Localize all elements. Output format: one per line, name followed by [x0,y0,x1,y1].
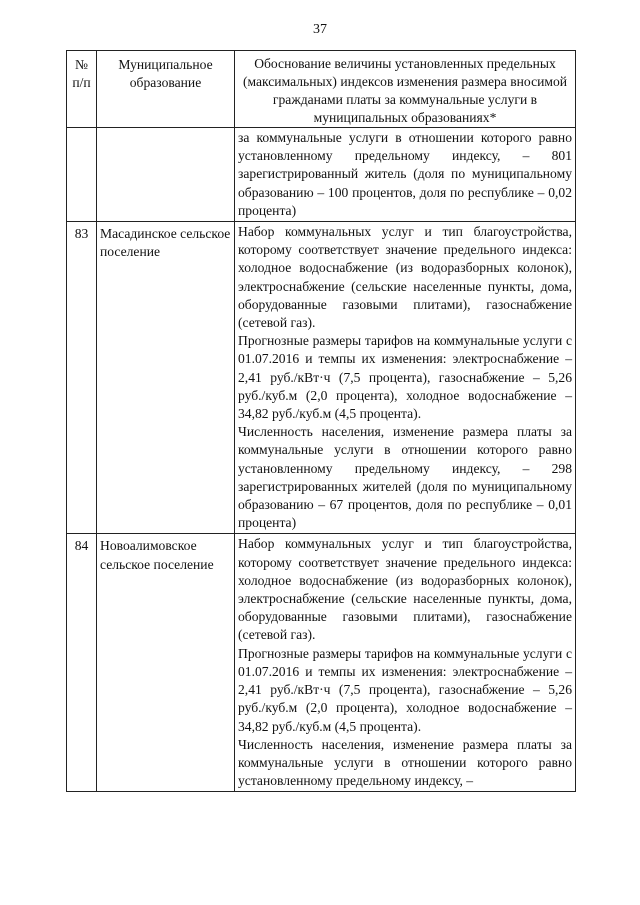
table-row [67,222,576,534]
population-paragraph: Численность населения, изменение размера платы за коммунальные услуги в отношении которого равно установленному предельному индексу, – 298 зарегистрированных жителей (доля по муниципальному образованию – 67 процентов, доля по республике – 0,01 процента) [238,424,572,531]
tariffs-paragraph: Прогнозные размеры тарифов на коммунальные услуги с 01.07.2016 и темпы их изменения: электроснабжение – 2,41 руб./кВт·ч (7,5 процента), газоснабжение – 5,26 руб./куб.м (2,0 процента), холодное водоснабжение – 34,82 руб./куб.м (4,5 процента). [238,333,572,422]
tariff-index-table [66,50,576,792]
continuation-mun-cell [97,128,235,222]
header-number: № п/п [67,51,97,128]
row-number: 84 [67,534,97,792]
header-municipality: Муниципальное образование [97,51,235,128]
table-row [67,534,576,792]
services-paragraph: Набор коммунальных услуг и тип благоустройства, которому соответствует значение предельного индекса: холодное водоснабжение (из водоразборных колонок), электроснабжение (сельские населенные пункты, дома, оборудованные газовыми плитами), газоснабжение (сетевой газ). [238,224,572,331]
header-justification: Обоснование величины установленных предельных (максимальных) индексов изменения размера вносимой гражданами платы за коммунальные услуги в муниципальных образованиях* [235,51,576,128]
row-municipality: Масадинское сельское поселение [97,222,235,534]
row-municipality: Новоалимовское сельское поселение [97,534,235,792]
row-justification [235,222,576,534]
services-paragraph: Набор коммунальных услуг и тип благоустройства, которому соответствует значение предельного индекса: холодное водоснабжение (из водоразборных колонок), электроснабжение (сельские населенные пункты, дома, оборудованные газовыми плитами), газоснабжение (сетевой газ). [238,536,572,643]
tariffs-paragraph: Прогнозные размеры тарифов на коммунальные услуги с 01.07.2016 и темпы их изменения: электроснабжение – 2,41 руб./кВт·ч (7,5 процента), газоснабжение – 5,26 руб./куб.м (2,0 процента), холодное водоснабжение – 34,82 руб./куб.м (4,5 процента). [238,645,572,734]
page-number: 37 [313,22,327,37]
continuation-cell [235,128,576,222]
table-row-continuation [67,128,576,222]
row-justification [235,534,576,792]
row-number: 83 [67,222,97,534]
table-header-row [67,51,576,128]
continuation-text: за коммунальные услуги в отношении которого равно установленному предельному индексу, – 801 зарегистрированный житель (доля по муниципальному образованию – 100 процентов, доля по республике – 0,02 процента) [238,130,572,218]
continuation-num-cell [67,128,97,222]
population-paragraph: Численность населения, изменение размера платы за коммунальные услуги в отношении которого равно установленному предельному индексу, – [238,736,572,789]
